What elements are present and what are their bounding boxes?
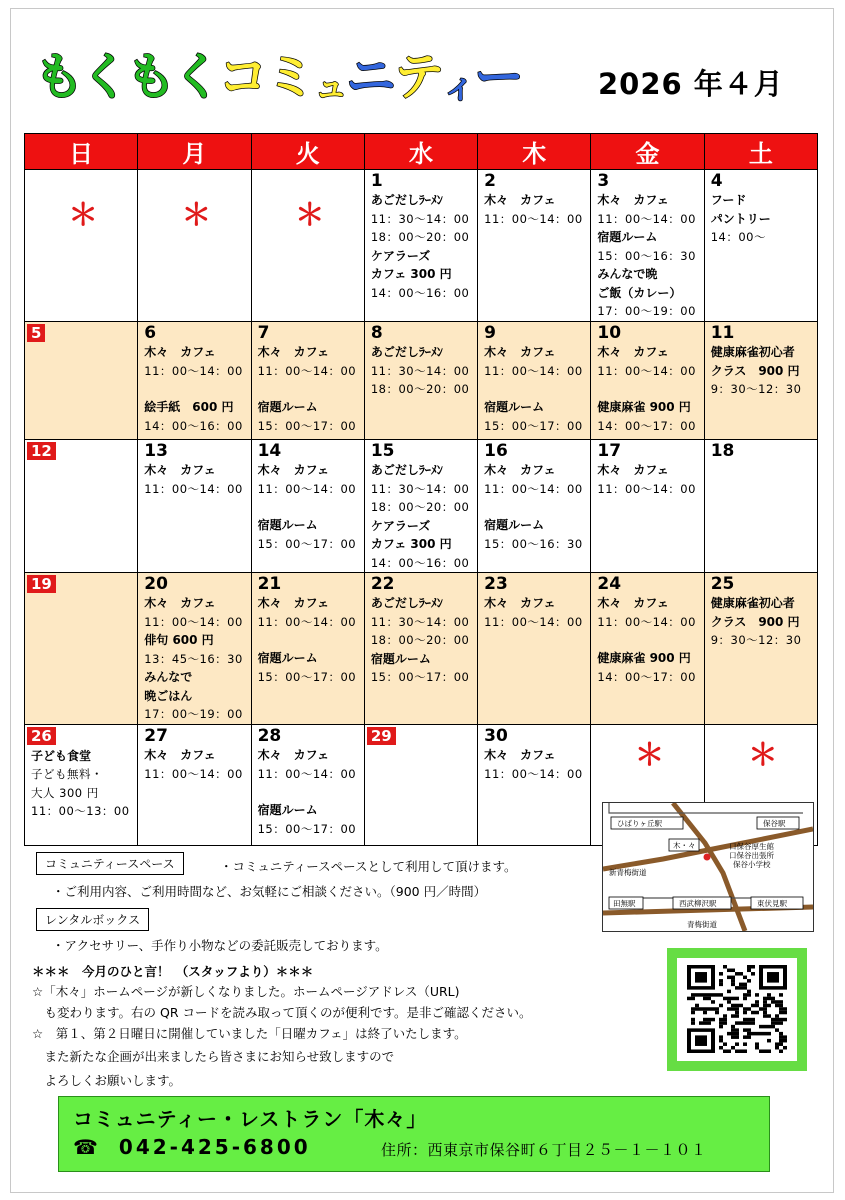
rental-box-text: ・アクセサリー、手作り小物などの委託販売しております。: [52, 938, 388, 953]
star-mark: ＊: [747, 738, 778, 773]
day-cell: [591, 573, 704, 725]
event-time: 11：30～14：00: [370, 363, 470, 378]
event-name: 木々 カフェ: [144, 463, 216, 477]
day-number: 8: [370, 323, 383, 343]
event-name: パントリー: [710, 211, 771, 226]
day-cell: [251, 440, 364, 573]
day-number: 24: [597, 574, 622, 594]
logo-char: ュ: [314, 67, 348, 107]
map-label-hoya-school: 保谷小学校: [733, 860, 771, 869]
day-cell: [25, 573, 138, 725]
day-cell: [25, 322, 138, 440]
hitokoto-line-2: も変わります。右の QR コードを読み取って頂くのが便利です。是非ご確認ください。: [32, 1005, 532, 1020]
spacer: [258, 380, 362, 398]
logo-char: も: [34, 48, 84, 106]
community-space-text2: ・ご利用内容、ご利用時間など、お気軽にご相談ください。（900 円／時間）: [52, 884, 487, 899]
day-cell: [364, 440, 477, 573]
event-name: 木々 カフェ: [144, 748, 216, 762]
day-cell: [138, 322, 251, 440]
event-time: 11：30～14：00: [370, 481, 470, 496]
logo-char: ミ: [266, 48, 316, 106]
spacer: [597, 380, 701, 398]
event-time: 15：00～17：00: [257, 821, 357, 836]
event-time: 11：00～14：00: [484, 614, 583, 629]
map-label-aome-kaido-2: 青梅街道: [687, 920, 717, 929]
logo-char: テ: [394, 48, 444, 106]
event-name: 健康麻雀初心者: [710, 345, 795, 359]
event-time: 15：00～17：00: [257, 418, 357, 433]
event-name: 宿題ルーム: [484, 400, 545, 414]
day-number: 2: [484, 171, 496, 191]
event-name: 宿題ルーム: [257, 400, 318, 414]
day-cell: [364, 573, 477, 725]
weekday-thu: 木: [478, 134, 591, 170]
event-time: 17：00～19：00: [144, 707, 243, 721]
week-row: [25, 573, 818, 725]
empty-day-cell: [138, 170, 251, 322]
event-name: 宿題ルーム: [257, 651, 318, 665]
event-time: 11：30～14：00: [370, 211, 470, 226]
event-name: 木々 カフェ: [597, 345, 669, 359]
map-label-hoya-shisho: 口保谷出張所: [729, 851, 774, 860]
event-time: 11：00～14：00: [257, 766, 357, 781]
day-number: 4: [710, 171, 723, 191]
event-time: 11：00～14：00: [144, 481, 243, 496]
event-time: 9：30～12：30: [710, 382, 802, 396]
event-time: 11：00～14：00: [257, 481, 357, 496]
hitokoto-line-5: よろしくお願いします。: [32, 1073, 182, 1088]
star-mark: ＊: [294, 198, 325, 233]
qr-code-frame: [667, 948, 807, 1071]
event-name: あごだしﾗｰﾒﾝ: [370, 345, 443, 359]
event-time: 子ども無料・: [31, 767, 103, 781]
day-cell: [478, 573, 591, 725]
event-name: 木々 カフェ: [484, 193, 556, 207]
event-name: 木々 カフェ: [484, 463, 556, 477]
day-number: 26: [27, 727, 56, 745]
day-cell: [251, 322, 364, 440]
event-time: 11：00～14：00: [144, 766, 243, 781]
logo-char: く: [172, 48, 222, 106]
day-cell: [478, 322, 591, 440]
event-time: 14：00～: [710, 230, 766, 244]
event-time: 大人 300 円: [31, 785, 99, 800]
logo-mokumoku-community: [30, 38, 570, 108]
star-mark: ＊: [68, 198, 99, 233]
event-name: 木々 カフェ: [597, 193, 669, 207]
event-time: 11：00～14：00: [597, 614, 696, 629]
event-name: 俳句 600 円: [144, 633, 214, 647]
event-name: 宿題ルーム: [484, 518, 545, 532]
event-time: 11：00～14：00: [597, 211, 696, 226]
day-cell: [704, 440, 817, 573]
day-number: 14: [257, 441, 282, 461]
hitokoto-line-4: また新たな企画が出来ましたら皆さまにお知らせ致しますので: [32, 1049, 395, 1064]
event-name: ケアラーズ: [370, 518, 431, 533]
day-number: 3: [597, 171, 610, 191]
day-cell: [364, 322, 477, 440]
event-name: あごだしﾗｰﾒﾝ: [370, 193, 443, 207]
event-time: 18：00～20：00: [370, 382, 470, 396]
map-label-aome-kaido-1: 新青梅街道: [609, 868, 647, 877]
event-time: 11：00～14：00: [257, 363, 357, 378]
weekday-mon: 月: [138, 134, 251, 170]
day-cell: [364, 170, 477, 322]
qr-code[interactable]: [687, 965, 787, 1053]
restaurant-name: コミュニティー・レストラン「木々」: [73, 1107, 428, 1131]
event-name: ケアラーズ: [370, 248, 431, 263]
event-name: 木々 カフェ: [144, 596, 216, 610]
event-time: 11：00～14：00: [144, 363, 243, 378]
day-cell: [478, 440, 591, 573]
day-cell: [478, 725, 591, 846]
day-cell: [138, 573, 251, 725]
community-space-label: コミュニティースペース: [36, 852, 184, 875]
day-cell: [704, 573, 817, 725]
event-time: 11：00～14：00: [257, 614, 357, 629]
event-time: 14：00～16：00: [370, 555, 470, 570]
footer-contact-box: [58, 1096, 770, 1172]
day-number: 13: [144, 441, 168, 461]
empty-day-cell: [25, 170, 138, 322]
event-name: あごだしﾗｰﾒﾝ: [370, 596, 443, 610]
spacer: [258, 631, 362, 649]
map-label-kiki: 木・々: [673, 841, 696, 850]
event-name: あごだしﾗｰﾒﾝ: [370, 463, 443, 477]
event-name: 宿題ルーム: [257, 803, 318, 817]
event-name: 木々 カフェ: [484, 345, 556, 359]
day-number: 27: [144, 726, 168, 746]
logo-char: コ: [218, 48, 268, 106]
day-number: 17: [597, 441, 622, 461]
day-number: 29: [367, 727, 396, 745]
event-time: 14：00～16：00: [144, 418, 243, 433]
event-name: 絵手紙 600 円: [144, 400, 234, 414]
logo-char: く: [80, 48, 130, 106]
calendar-table: [24, 133, 818, 846]
community-space-text: ・コミュニティースペースとして利用して頂けます。: [220, 859, 517, 874]
event-time: 11：00～14：00: [597, 481, 696, 496]
weekday-wed: 水: [364, 134, 477, 170]
day-number: 1: [370, 171, 383, 191]
event-name: 宿題ルーム: [370, 651, 431, 666]
spacer: [144, 380, 248, 398]
hitokoto-line-1: ☆「木々」ホームページが新しくなりました。ホームページアドレス（URL): [32, 984, 460, 999]
day-cell: [704, 322, 817, 440]
day-number: 20: [144, 574, 168, 594]
event-time: 14：00～17：00: [597, 418, 696, 433]
week-row: [25, 322, 818, 440]
hitokoto-title: ＊＊＊ 今月のひと言！ （スタッフより）＊＊＊: [32, 964, 314, 979]
day-number: 15: [370, 441, 395, 461]
event-time: 13：45～16：30: [144, 651, 243, 666]
event-name: みんなで: [144, 670, 193, 684]
map-label-tanashi: 田無駅: [613, 899, 636, 908]
event-name: 木々 カフェ: [257, 596, 329, 610]
phone-number-text: 042-425-6800: [118, 1135, 311, 1159]
event-name: 健康麻雀 900 円: [597, 651, 691, 665]
event-time: 11：00～14：00: [597, 363, 696, 378]
day-cell: [138, 440, 251, 573]
day-cell: [138, 725, 251, 846]
event-time: 18：00～20：00: [370, 633, 470, 647]
event-name: フード: [710, 193, 747, 207]
logo-char: ニ: [346, 48, 396, 106]
event-name: 宿題ルーム: [257, 518, 318, 532]
day-number: 7: [257, 323, 270, 343]
day-cell: [591, 440, 704, 573]
event-time: 11：00～13：00: [31, 804, 130, 818]
weekday-fri: 金: [591, 134, 704, 170]
day-cell: [25, 440, 138, 573]
event-time: 18：00～20：00: [370, 230, 470, 244]
event-time: 9：30～12：30: [710, 633, 802, 647]
event-time: 15：00～17：00: [370, 670, 470, 684]
event-time: 15：00～16：30: [484, 536, 583, 551]
event-name: 木々 カフェ: [257, 748, 329, 762]
day-number: 11: [710, 323, 735, 343]
access-map: [602, 802, 814, 932]
event-name: 木々 カフェ: [144, 345, 216, 359]
day-number: 25: [710, 574, 735, 594]
logo-char: ィ: [442, 67, 476, 107]
event-name: 宿題ルーム: [597, 230, 658, 244]
day-number: 22: [370, 574, 395, 594]
event-name: 木々 カフェ: [597, 596, 669, 610]
day-number: 30: [484, 726, 508, 746]
map-label-higashifushimi: 東伏見駅: [757, 899, 787, 908]
day-number: 18: [710, 441, 735, 461]
event-time: 11：00～14：00: [144, 614, 243, 629]
event-name: 子ども食堂: [31, 748, 92, 763]
day-cell: [704, 170, 817, 322]
event-name: 木々 カフェ: [484, 748, 556, 762]
day-cell: [478, 170, 591, 322]
map-label-hoya-kita: 口保谷厚生館: [729, 842, 774, 851]
event-time: 18：00～20：00: [370, 500, 470, 514]
day-cell: [591, 322, 704, 440]
event-name: 木々 カフェ: [257, 463, 329, 477]
event-name: 晩ごはん: [144, 688, 193, 703]
event-name: 木々 カフェ: [257, 345, 329, 359]
event-time: 14：00～16：00: [370, 285, 470, 300]
event-name: カフェ 300 円: [370, 537, 452, 551]
logo-char: ー: [474, 48, 524, 106]
event-time: 11：00～14：00: [484, 363, 583, 378]
event-time: 11：30～14：00: [370, 614, 470, 629]
map-label-nishitokyo-city: 西武柳沢駅: [679, 899, 717, 908]
empty-day-cell: [251, 170, 364, 322]
event-name: みんなで晩: [597, 267, 658, 281]
spacer: [484, 380, 588, 398]
day-number: 9: [484, 323, 496, 343]
event-time: 17：00～19：00: [597, 304, 696, 318]
star-mark: ＊: [634, 738, 665, 773]
day-number: 28: [257, 726, 282, 746]
logo-char: も: [126, 48, 176, 106]
event-name: 健康麻雀初心者: [710, 596, 795, 610]
spacer: [258, 498, 362, 516]
day-cell: [251, 573, 364, 725]
day-cell: [364, 725, 477, 846]
day-number: 19: [27, 575, 56, 593]
week-row: [25, 440, 818, 573]
event-name: 木々 カフェ: [597, 463, 669, 477]
event-name: 健康麻雀 900 円: [597, 400, 691, 414]
event-name: カフェ 300 円: [370, 267, 452, 281]
day-number: 23: [484, 574, 508, 594]
star-mark: ＊: [181, 198, 212, 233]
hitokoto-line-3: ☆ 第１、第２日曜日に開催していました「日曜カフェ」は終了いたします。: [32, 1026, 467, 1041]
event-time: 15：00～16：30: [597, 248, 696, 263]
phone-number[interactable]: [73, 1135, 311, 1159]
day-number: 10: [597, 323, 622, 343]
weekday-sat: 土: [704, 134, 817, 170]
address: 住所：西東京市保谷町６丁目２５－１－１０１: [381, 1141, 707, 1159]
event-time: 14：00～17：00: [597, 669, 696, 684]
day-cell: [251, 725, 364, 846]
month-title: 2026 年４月: [598, 67, 784, 101]
rental-box-label: レンタルボックス: [36, 908, 149, 931]
day-cell: [591, 170, 704, 322]
day-number: 5: [27, 324, 45, 342]
map-label-hibarigaoka: ひばりヶ丘駅: [617, 819, 662, 828]
event-time: 15：00～17：00: [257, 536, 357, 551]
event-name: ご飯（カレー）: [597, 285, 682, 300]
day-number: 12: [27, 442, 56, 460]
weekday-tue: 火: [251, 134, 364, 170]
week-row: [25, 170, 818, 322]
event-time: 11：00～14：00: [484, 211, 583, 226]
day-number: 21: [257, 574, 282, 594]
weekday-header-row: [25, 134, 818, 170]
spacer: [484, 498, 588, 516]
day-number: 16: [484, 441, 508, 461]
map-label-hoya-station: 保谷駅: [763, 819, 786, 828]
spacer: [597, 631, 701, 649]
weekday-sun: 日: [25, 134, 138, 170]
event-time: 15：00～17：00: [257, 669, 357, 684]
event-name: クラス 900 円: [710, 614, 800, 629]
day-number: 6: [144, 323, 157, 343]
event-time: 15：00～17：00: [484, 418, 583, 433]
event-time: 11：00～14：00: [484, 481, 583, 496]
event-time: 11：00～14：00: [484, 766, 583, 781]
event-name: クラス 900 円: [710, 363, 800, 378]
day-cell: [25, 725, 138, 846]
logo-text: [30, 106, 41, 107]
event-name: 木々 カフェ: [484, 596, 556, 610]
spacer: [258, 783, 362, 801]
phone-icon: ☎: [73, 1135, 101, 1159]
